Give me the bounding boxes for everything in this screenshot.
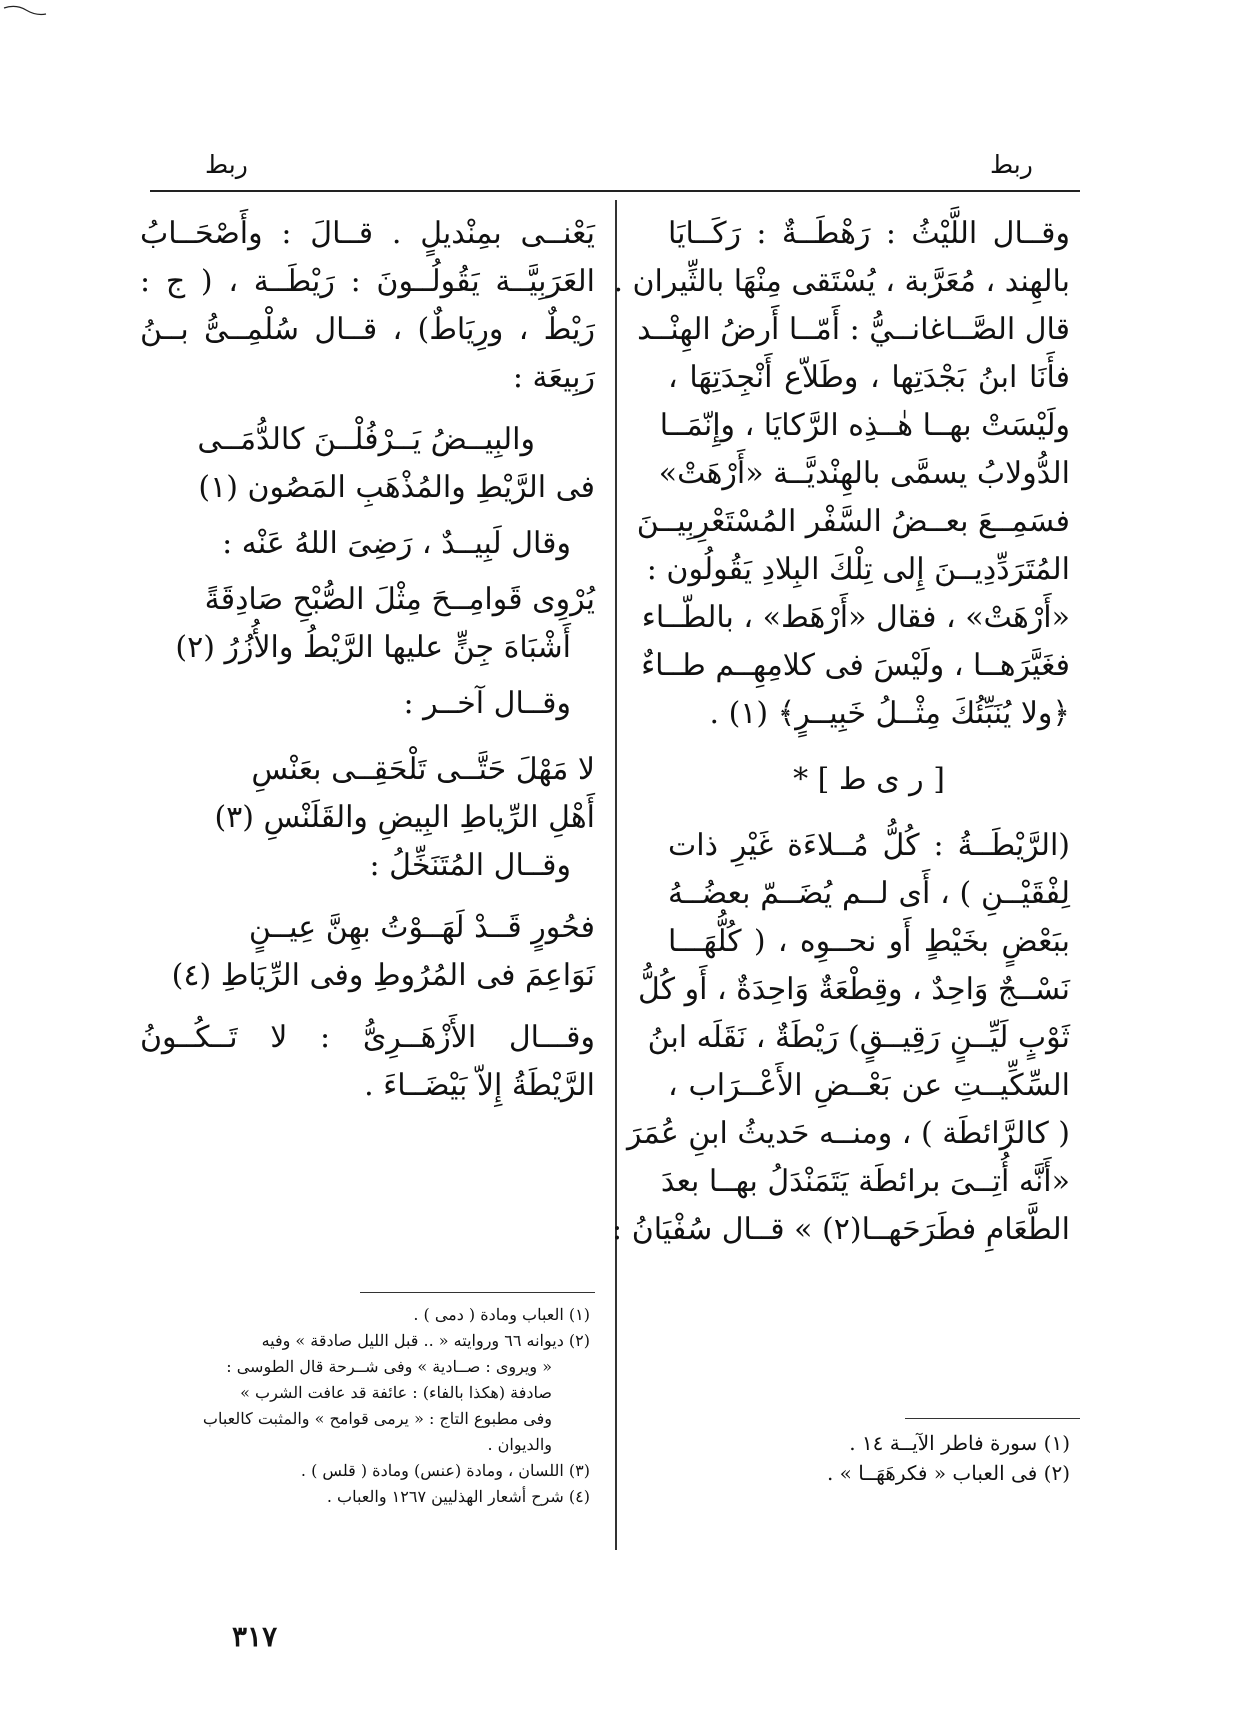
text-line: الدُّولابُ يسمَّى بالهِنْديَّــة «أَرْهَتْ»: [658, 456, 1070, 491]
footnote-rule-right: [905, 1418, 1080, 1419]
corner-scan-mark: [2, 2, 48, 18]
footnote-continuation: وفى مطبوع التاج : « يرمى قوامح » والمثبت كالعباب: [202, 1409, 552, 1428]
text-line: ببَعْضٍ بخَيْطٍ أَو نحــوِه ، ( كُلُّهَـــا: [668, 924, 1070, 959]
text-line: فسَمِــعَ بعــضُ السَّفْر المُسْتَعْرِبِيــنَ: [636, 504, 1070, 539]
text-line: ( كالرَّائطَة ) ، ومنــه حَديثُ ابنِ عُمَرَ: [626, 1116, 1070, 1151]
text-line: السِّكِّيــتِ عن بَعْــضِ الأَعْــرَاب ،: [668, 1068, 1070, 1103]
footnote: (٢) فى العباب « فكرهَهَــا » .: [826, 1461, 1070, 1485]
verse-line: لا مَهْلَ حَتَّــى تَلْحَقِــى بعَنْسِ: [251, 752, 595, 787]
text-line: ثَوْبٍ لَيِّــنٍ رَقِيــقٍ) رَيْطَةٌ ، نَقَلَه ابنُ: [647, 1020, 1070, 1055]
running-header-left: ربط: [205, 150, 248, 179]
verse-line: فى الرَّيْطِ والمُذْهَبِ المَصُون (١): [198, 470, 595, 505]
page-number: ٣١٧: [232, 1620, 278, 1653]
text-line: العَرَبِيَّــة يَقُولُــونَ : رَيْطَــة ، ( ج :: [140, 264, 595, 299]
footnote: (١) سورة فاطر الآيــة ١٤ .: [849, 1431, 1070, 1455]
running-header-right: ربط: [990, 150, 1033, 179]
text-line: رَيْطٌ ، ورِيَاطٌ) ، قــال سُلْمِــىُّ بــنُ: [140, 312, 595, 347]
footnote: (١) العباب ومادة ( دمى ) .: [413, 1305, 590, 1324]
footnote-continuation: صادفة (هكذا بالفاء) : عائفة قد عافت الشرب »: [240, 1383, 552, 1402]
text-line: «أَرْهَتْ» ، فقال «أَرْهَط» ، بالطّــاء: [641, 600, 1070, 635]
verse-intro-line: وقــال آخــر :: [403, 686, 571, 721]
text-line: وقـــال الأَزْهَــرِىُّ : لا تَــكُــونُ: [140, 1020, 595, 1055]
text-line: ﴿ولا يُنَبِّئُكَ مِثْــلُ خَبِيــرٍ﴾ (١) .: [709, 696, 1070, 731]
footnotes-left: [180, 1302, 590, 1510]
verse-line: والبِيــضُ يَــرْفُلْــنَ كالدُّمَــى: [197, 422, 535, 457]
verse-intro-line: وقال لَبِيــدٌ ، رَضِىَ اللهُ عَنْه :: [222, 526, 571, 561]
verse-intro-line: وقــال المُتَنَخِّلُ :: [369, 848, 571, 883]
text-line: ولَيْسَتْ بهــا هٰــذِه الرَّكايَا ، وإِنّمَــا: [659, 408, 1070, 443]
footnote-continuation: « ويروى : صــادية » وفى شــرحة قال الطوسى :: [226, 1357, 552, 1376]
text-line: الرَّيْطَةُ إِلاّ بَيْضَــاءَ .: [364, 1068, 595, 1103]
text-line: «أَنَّه أُتِــىَ برائطَة يَتَمَنْدَلُ بهــا بعدَ: [660, 1164, 1070, 1199]
header-rule: [150, 190, 1080, 192]
text-line: فأَنَا ابنُ بَجْدَتِها ، وطَلاّع أَنْجِدَتِهَا ،: [668, 360, 1070, 395]
footnote: (٢) ديوانه ٦٦ وروايته « .. قبل الليل صادقة » وفيه: [261, 1331, 590, 1350]
verse-line: أَهْلِ الرِّياطِ البِيضِ والقَلَنْسِ (٣): [214, 800, 595, 835]
footnote: (٤) شرح أشعار الهذليين ١٢٦٧ والعباب .: [326, 1487, 590, 1506]
text-line: المُتَرَدِّدِيــنَ إِلى تِلْكَ البِلادِ يَقُولُون :: [646, 552, 1070, 587]
text-line: قال الصَّــاغانــيُّ : أَمّــا أَرضُ الهِنْــد: [637, 312, 1070, 347]
text-line: لِفْقَيْــنِ ) ، أَى لــم يُضَــمّ بعضُــهُ: [668, 876, 1070, 911]
text-line: الطَّعَامِ فطَرَحَهــا(٢) » قــال سُفْيَانُ :: [612, 1212, 1070, 1247]
text-line: (الرَّيْطَــةُ : كُلُّ مُــلاءَة غَيْرِ ذات: [668, 828, 1070, 863]
text-line: نَسْــجٌ وَاحِدٌ ، وقِطْعَةٌ وَاحِدَةٌ ، أَو كُلُّ: [638, 972, 1070, 1007]
text-line: يَعْنــى بمِنْديلٍ . قــالَ : وأَصْحَــابُ: [140, 216, 595, 251]
verse-line: فحُورٍ قَــدْ لَهَــوْتُ بهِنَّ عِيــنٍ: [248, 910, 595, 945]
footnote-continuation: والديوان .: [487, 1435, 552, 1454]
footnote-rule-left: [360, 1292, 595, 1293]
right-column: [612, 210, 1070, 1254]
section-heading: [ ر ى ط ] *: [793, 762, 945, 797]
text-line: فغَيَّرَهــا ، ولَيْسَ فى كلامِهِــم طــاءٌ: [641, 648, 1070, 683]
verse-line: أَشْبَاهَ جِنٍّ عليها الرَّيْطُ والأُزُرُ (٢): [175, 630, 571, 665]
footnotes-right: [770, 1428, 1070, 1488]
text-line: رَبِيعَة :: [512, 360, 595, 395]
footnote: (٣) اللسان ، ومادة (عنس) ومادة ( قلس ) .: [300, 1461, 590, 1480]
text-line: بالهِند ، مُعَرَّبة ، يُسْتَقى مِنْهَا بالثِّيران .: [613, 264, 1070, 299]
column-divider: [615, 200, 617, 1550]
verse-line: نَوَاعِمَ فى المُرُوطِ وفى الرِّيَاطِ (٤): [171, 958, 595, 993]
verse-line: يُرْوِى قَوامِــحَ مِثْلَ الصُّبْحِ صَادِقَةً: [204, 582, 595, 617]
text-line: وقــال اللَّيْثُ : رَهْطَــةٌ : رَكَــايَا: [668, 216, 1070, 251]
left-column: [140, 210, 595, 1110]
